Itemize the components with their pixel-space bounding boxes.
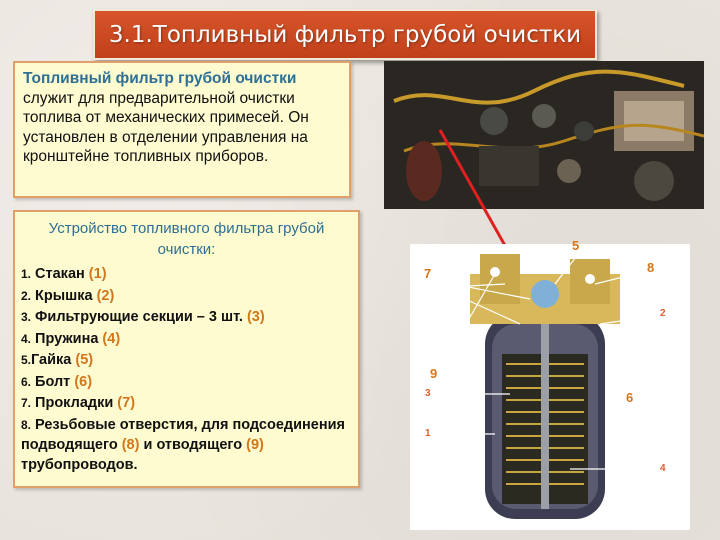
item-ref: (5) [75,352,94,368]
label-2: 2 [660,308,666,319]
label-7: 7 [424,266,432,281]
item-label-end: трубопроводов. [21,456,138,473]
item-ref: (6) [74,373,93,390]
item-number: 2. [21,288,32,303]
list-item [21,350,352,370]
item-ref: (3) [246,309,265,325]
item-label-cont: отводящего [156,436,247,453]
label-1: 1 [425,428,431,439]
item-ref: (9) [246,436,264,453]
item-ref: (7) [117,395,136,411]
label-4: 4 [660,463,666,474]
list-item [21,307,352,327]
list-item [21,393,352,413]
port-inlet [490,267,500,277]
list-item [21,415,352,475]
engine-photo-drawing [384,61,704,209]
item-ref: (1) [88,266,107,282]
item-label: Болт [31,373,75,390]
label-3: 3 [425,388,431,399]
item-number: 3. [21,310,32,324]
item-label: Прокладки [31,395,118,411]
label-9: 9 [430,366,438,381]
item-number: 4. [21,331,32,346]
item-label: Стакан [31,266,89,282]
item-ref: (2) [96,287,115,304]
item-ref: (8) [121,436,140,453]
item-number: 5. [21,353,32,367]
intro-text: служит для предварительной очистки топлива от механических примесей. Он установлен в отделении управления на кронштейне топливных приборов. [23,89,309,165]
list-item [21,286,352,306]
intro-highlight: Топливный фильтр грубой очистки [23,70,297,87]
item-number: 8. [21,417,32,432]
port-outlet [585,274,595,284]
item-label: Гайка [31,352,76,368]
engine-photo [384,61,704,209]
title-bar [93,9,597,60]
filter-cutaway-drawing [410,244,690,530]
parts-heading: Устройство топливного фильтра грубой очистки: [48,220,325,258]
item-ref: (4) [102,330,121,347]
item-label: Пружина [31,330,103,347]
label-5: 5 [572,238,580,253]
item-number: 1. [21,267,32,281]
list-item [21,264,352,284]
label-6: 6 [626,390,634,405]
list-item [21,329,352,349]
filter-diagram [410,238,690,530]
item-separator: и [139,436,157,453]
item-label: Фильтрующие секции – 3 шт. [31,309,247,325]
parts-list [21,264,352,475]
slide-title: 3.1.Топливный фильтр грубой очистки [108,21,582,48]
item-label: Крышка [31,287,97,304]
list-item [21,372,352,392]
nut [531,280,559,308]
intro-paragraph [23,69,341,167]
item-number: 7. [21,396,32,410]
label-8: 8 [647,260,655,275]
parts-box [13,210,360,488]
item-label: Резьбовые отверстия, для подсоединения подводящего [21,416,345,453]
intro-box [13,61,351,198]
item-number: 6. [21,374,32,389]
